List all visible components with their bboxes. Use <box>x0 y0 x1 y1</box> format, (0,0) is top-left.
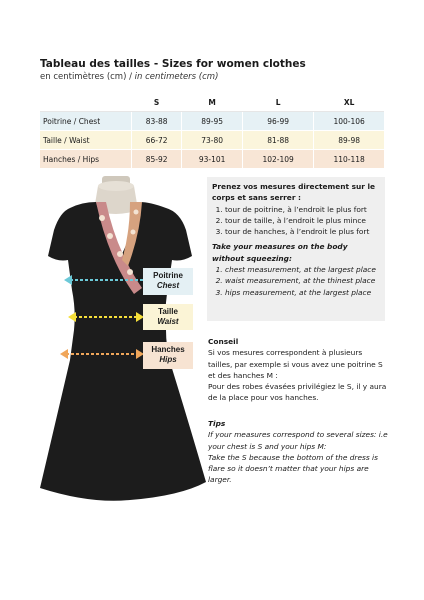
waist-arrow-left-head <box>68 312 76 322</box>
table-row-hips <box>40 150 384 169</box>
instructions-list-en <box>212 264 381 298</box>
table-cell: 93-101 <box>182 150 243 169</box>
row-label: Taille / Waist <box>40 131 132 150</box>
badge-hips <box>143 342 193 369</box>
table-cell: 100-106 <box>314 112 384 131</box>
table-cell: 89-98 <box>314 131 384 150</box>
hips-arrow-left-head <box>60 349 68 359</box>
instructions-heading-en: Take your measures on the body without squeezing: <box>212 242 348 263</box>
table-cell: 110-118 <box>314 150 384 169</box>
list-item: 3. hips measurement, at the largest place <box>225 287 381 298</box>
table-row-waist <box>40 131 384 150</box>
table-cell: 89-95 <box>182 112 243 131</box>
subtitle-en: in centimeters (cm) <box>134 72 219 82</box>
size-header-s: S <box>132 93 182 112</box>
badge-hips-en: Hips <box>159 355 177 364</box>
list-item: 3. tour de hanches, à l’endroit le plus fort <box>225 226 381 237</box>
list-item: 1. tour de poitrine, à l’endroit le plus fort <box>225 204 381 215</box>
row-label: Poitrine / Chest <box>40 112 132 131</box>
list-item: 2. waist measurement, at the thinest place <box>225 275 381 286</box>
table-cell: 83-88 <box>132 112 182 131</box>
subtitle-fr: en centimètres (cm) / <box>40 72 135 82</box>
measurement-instructions <box>207 177 385 321</box>
table-cell: 102-109 <box>243 150 314 169</box>
chest-arrow-left-head <box>64 275 72 285</box>
tips-section <box>208 418 388 486</box>
badge-chest-en: Chest <box>156 281 180 290</box>
badge-waist-en: Waist <box>157 317 179 326</box>
size-header-xl: XL <box>314 93 384 112</box>
advice-paragraph-2: Pour des robes évasées privilégiez le S, il y aura de la place pour vos hanches. <box>208 382 387 403</box>
size-header-m: M <box>182 93 243 112</box>
size-table <box>40 93 384 168</box>
page-subtitle <box>40 72 218 82</box>
advice-paragraph-1: Si vos mesures correspondent à plusieurs tailles, par exemple si vous avez une poitrine S et des hanches M : <box>208 348 383 380</box>
size-table-header <box>40 93 384 112</box>
size-header-l: L <box>243 93 314 112</box>
badge-chest <box>143 268 193 295</box>
badge-waist <box>143 304 193 330</box>
table-cell: 66-72 <box>132 131 182 150</box>
table-row-chest <box>40 112 384 131</box>
advice-section <box>208 336 388 404</box>
advice-heading: Conseil <box>208 337 239 346</box>
size-header-empty <box>40 93 132 112</box>
instructions-list-fr <box>212 204 381 238</box>
table-cell: 96-99 <box>243 112 314 131</box>
tips-heading: Tips <box>208 419 226 428</box>
list-item: 2. tour de taille, à l’endroit le plus mince <box>225 215 381 226</box>
badge-chest-fr: Poitrine <box>153 271 183 280</box>
list-item: 1. chest measurement, at the largest place <box>225 264 381 275</box>
table-cell: 85-92 <box>132 150 182 169</box>
badge-waist-fr: Taille <box>158 307 178 316</box>
page-title: Tableau des tailles - Sizes for women clothes <box>40 58 306 70</box>
instructions-heading-fr: Prenez vos mesures directement sur le corps et sans serrer : <box>212 182 376 203</box>
tips-paragraph-2: Take the S because the bottom of the dress is flare so it doesn’t matter that your hips are larger. <box>208 452 378 485</box>
badge-hips-fr: Hanches <box>151 345 185 354</box>
table-cell: 81-88 <box>243 131 314 150</box>
tips-paragraph-1: If your measures correspond to several sizes: i.e your chest is S and your hips M: <box>208 430 388 451</box>
table-cell: 73-80 <box>182 131 243 150</box>
row-label: Hanches / Hips <box>40 150 132 169</box>
